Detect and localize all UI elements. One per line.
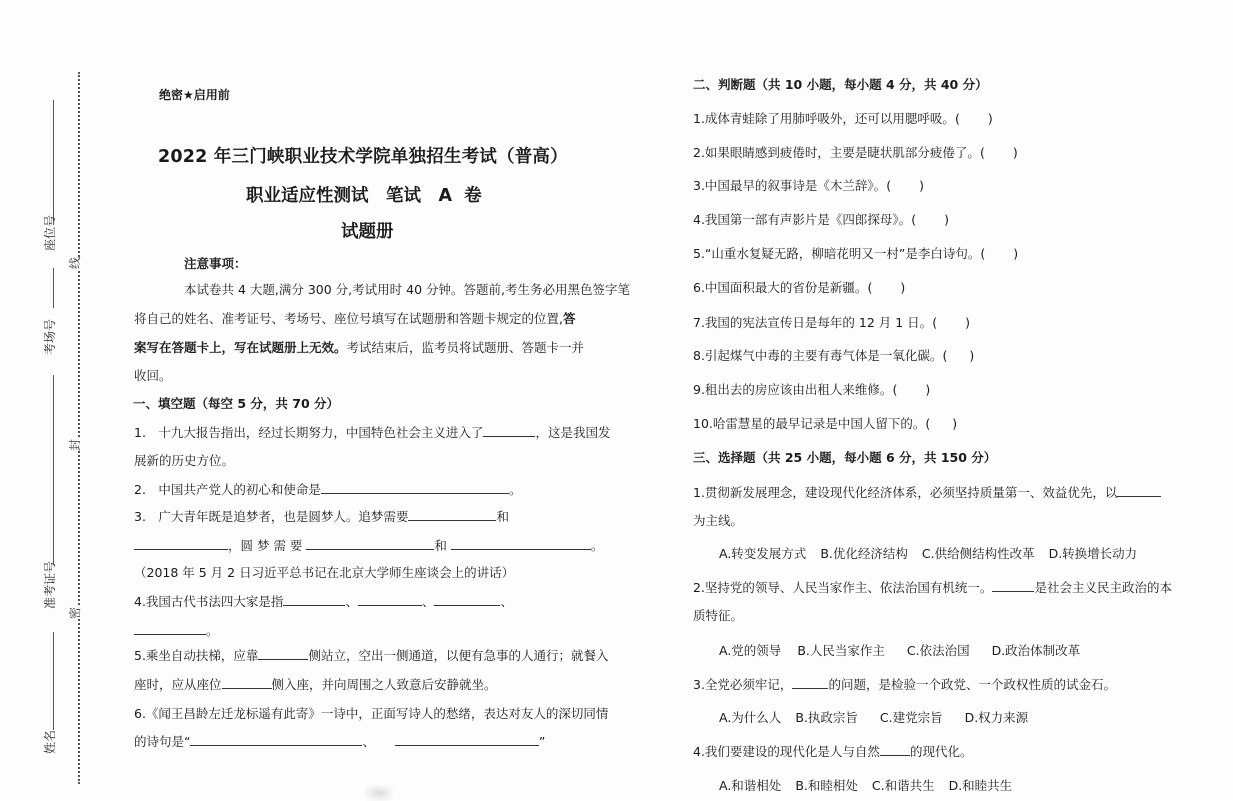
exam-room-line[interactable] [53,375,54,565]
notice-heading: 注意事项： [184,256,247,271]
fill-q1-text-b: ，这是我国发 [535,425,611,440]
fill-q4-sep-1: 、 [345,594,358,609]
fill-q2-blank[interactable] [321,482,509,494]
choice-q3-options [719,708,1042,726]
choice-q2-option-d[interactable]: D.政治体制改革 [991,643,1081,658]
choice-q2-option-b[interactable]: B.人民当家作主 [797,643,885,658]
fill-q3-blank-1[interactable] [408,509,496,521]
choice-q2-option-c[interactable]: C.依法治国 [906,643,970,658]
notice-line-4: 收回。 [134,368,172,383]
choice-q1-option-d[interactable]: D.转换增长动力 [1048,546,1138,561]
notice-line-1: 本试卷共 4 大题,满分 300 分,考试用时 40 分钟。答题前,考生务必用黑色签字笔 [184,282,630,297]
choice-q1-option-b[interactable]: B.优化经济结构 [820,546,908,561]
choice-q2-text-b: 是社会主义民主政治的本 [1034,580,1172,595]
choice-q4-option-d[interactable]: D.和睦共生 [948,778,1013,793]
fill-q4-blank-3[interactable] [434,594,500,606]
fill-question-3-source: （2018 年 5 月 2 日习近平总书记在北京大学师生座谈会上的讲话） [134,565,515,580]
choice-q4-blank[interactable] [880,744,910,756]
judge-q2-paren-open: ( [979,145,985,160]
fill-q2-end: 。 [508,482,522,497]
fill-question-3 [134,507,509,525]
choice-question-4 [693,742,972,760]
judge-q5-text: 5.“山重水复疑无路，柳暗花明又一村”是李白诗句。 [693,246,981,261]
judge-q7-text: 7.我国的宪法宣传日是每年的 12 月 1 日。 [693,315,933,330]
fill-q5-text-d: 侧入座，并向周围之人致意后安静就坐。 [271,677,497,692]
choice-q4-text: 4.我们要建设的现代化是人与自然 [693,744,880,759]
judge-q8-paren-open: ( [942,348,948,363]
choice-q2-text: 2.坚持党的领导、人民当家作主、依法治国有机统一。 [693,580,993,595]
fill-question-5 [134,646,608,664]
fill-question-1 [134,423,610,441]
name-label: 姓名 [43,729,58,755]
choice-q4-options [719,776,1026,794]
fill-question-5-cont [134,675,497,693]
section3-heading: 三、选择题（共 25 小题，每小题 6 分，共 150 分） [693,450,997,465]
fill-q3-blank-4[interactable] [451,538,591,550]
choice-q4-option-c[interactable]: C.和谐共生 [871,778,935,793]
judge-q4-paren-open: ( [911,212,917,227]
choice-q3-blank[interactable] [792,677,828,689]
choice-q2-options [719,641,1094,659]
judge-q10-paren-open: ( [925,416,931,431]
judge-q10-paren-close: ) [952,416,958,431]
judge-q8-paren-close: ) [969,348,975,363]
fill-q5-blank-1[interactable] [258,648,308,660]
notice-line-3-text: 考试结束后，监考员将试题册、答题卡一并 [346,340,585,355]
fill-q3-blank-3[interactable] [306,538,434,550]
fill-q2-text: 2. 中国共产党人的初心和使命是 [134,482,321,497]
judge-q9-paren-close: ) [925,382,931,397]
judge-q7-paren-close: ) [965,315,970,330]
fill-q4-blank-1[interactable] [283,594,345,606]
fill-q3-and: 和 [496,509,509,524]
choice-question-1-cont: 为主线。 [693,513,744,528]
fill-q5-blank-2[interactable] [222,677,272,689]
exam-subtitle: 职业适应性测试 笔试 A 卷 [246,186,482,206]
judge-question-4 [693,210,949,228]
judge-q5-paren-close: ) [1013,246,1019,261]
notice-line-3-bold: 案写在答题卡上，写在试题册上无效。 [134,340,347,355]
choice-q3-option-d[interactable]: D.权力来源 [964,710,1029,725]
choice-q4-option-a[interactable]: A.和谐相处 [719,778,782,793]
judge-question-5 [693,244,1018,262]
fill-q1-blank[interactable] [483,425,535,437]
choice-q3-text: 3.全党必须牢记， [693,677,793,692]
fill-q6-blank-2[interactable] [395,734,539,746]
section1-heading: 一、填空题（每空 5 分，共 70 分） [133,396,340,411]
fill-q3-text-c: ，圆 梦 需 要 [228,538,303,553]
judge-q2-paren-close: ) [1012,145,1018,160]
fill-q5-text-c: 座时，应从座位 [134,677,222,692]
seal-char-feng: 封 [68,438,83,452]
exam-title: 2022 年三门峡职业技术学院单独招生考试（普高） [158,147,568,167]
fill-q6-end: ” [538,734,546,749]
judge-q1-paren-close: ) [987,111,993,126]
fill-question-4 [134,592,513,610]
judge-question-1 [693,109,993,127]
notice-line-2 [134,304,576,333]
choice-q3-option-b[interactable]: B.执政宗旨 [795,710,858,725]
choice-q4-option-b[interactable]: B.和睦相处 [795,778,858,793]
choice-q3-text-b: 的问题，是检验一个政党、一个政权性质的试金石。 [828,677,1116,692]
fill-question-6: 6.《闻王昌龄左迁龙标遥有此寄》一诗中，正面写诗人的愁绪，表达对友人的深切同情 [134,706,609,721]
judge-q3-text: 3.中国最早的叙事诗是《木兰辞》。 [693,178,887,193]
choice-q4-text-b: 的现代化。 [909,744,973,759]
judge-q4-text: 4.我国第一部有声影片是《四郎探母》。 [693,212,912,227]
fill-q4-blank-4[interactable] [134,623,206,635]
judge-q1-paren-open: ( [954,111,960,126]
seat-number-label: 座位号 [43,214,58,252]
fill-q6-sep: 、 [362,734,375,749]
choice-q1-option-c[interactable]: C.供给侧结构性改革 [921,546,1035,561]
judge-question-3 [693,176,924,194]
fill-q3-end: 。 [590,538,604,553]
fill-q4-sep-3: 、 [500,594,513,609]
judge-q5-paren-open: ( [980,246,986,261]
fill-q3-blank-2[interactable] [134,538,228,550]
seal-dotted-line [78,72,80,784]
judge-question-9 [693,380,930,398]
judge-q2-text: 2.如果眼睛感到疲倦时，主要是睫状肌部分疲倦了。 [693,145,980,160]
fill-q5-text: 5.乘坐自动扶梯，应靠 [134,648,259,663]
paper-smudge [365,785,393,801]
exam-room-label: 考场号 [43,318,58,356]
choice-q2-blank[interactable] [992,580,1034,592]
fill-q1-text: 1. 十九大报告指出，经过长期努力，中国特色社会主义进入了 [134,425,484,440]
choice-question-3 [693,675,1116,693]
judge-question-8 [693,346,974,364]
choice-q1-text: 1.贯彻新发展理念，建设现代化经济体系，必须坚持质量第一、效益优先，以 [693,485,1118,500]
judge-q6-paren-close: ) [900,280,906,295]
choice-q3-option-a[interactable]: A.为什么人 [719,710,782,725]
judge-q10-text: 10.哈雷慧星的最早记录是中国人留下的。 [693,416,926,431]
judge-q4-paren-close: ) [944,212,949,227]
judge-question-2 [693,143,1018,161]
judge-q6-text: 6.中国面积最大的省份是新疆。 [693,280,868,295]
fill-q4-end: 。 [206,623,219,638]
fill-question-3-cont [134,536,603,554]
choice-q1-option-a[interactable]: A.转变发展方式 [719,546,807,561]
seat-number-line[interactable] [53,100,54,225]
admission-number-line[interactable] [53,632,54,730]
fill-q4-sep-2: 、 [421,594,435,609]
fill-q4-text: 4.我国古代书法四大家是指 [134,594,284,609]
judge-q1-text: 1.成体青蛙除了用肺呼吸外，还可以用腮呼吸。 [693,111,955,126]
fill-q3-text: 3. 广大青年既是追梦者，也是圆梦人。追梦需要 [134,509,409,524]
fill-q5-text-b: 侧站立，空出一侧通道，以便有急事的人通行；就餐入 [308,648,609,663]
fill-question-4-cont [134,621,219,639]
judge-q3-paren-open: ( [886,178,892,193]
notice-line-3 [134,333,584,362]
choice-question-2 [693,578,1172,596]
choice-question-2-cont: 质特征。 [693,608,744,623]
fill-q6-blank-1[interactable] [190,734,362,746]
choice-q1-options [719,544,1151,562]
notice-line-2-text: 将自己的姓名、准考证号、考场号、座位号填写在试题册和答题卡规定的位置, [134,311,563,326]
fill-question-6-cont [134,732,545,750]
section2-heading: 二、判断题（共 10 小题，每小题 4 分，共 40 分） [693,77,988,92]
judge-q9-paren-open: ( [892,382,898,397]
choice-q2-option-a[interactable]: A.党的领导 [719,643,782,658]
fill-q3-and-2: 和 [434,538,447,553]
exam-booklet-title: 试题册 [341,222,394,242]
judge-q6-paren-open: ( [867,280,873,295]
judge-question-7 [693,313,970,331]
judge-q8-text: 8.引起煤气中毒的主要有毒气体是一氧化碳。 [693,348,943,363]
judge-q3-paren-close: ) [919,178,924,193]
choice-q1-blank[interactable] [1117,485,1161,497]
choice-question-1 [693,483,1161,501]
confidential-label: 绝密★启用前 [159,88,230,102]
fill-q6-text: 的诗句是“ [134,734,191,749]
judge-question-6 [693,278,905,296]
seat-number-line-lower[interactable] [53,268,54,308]
judge-q9-text: 9.租出去的房应该由出租人来维修。 [693,382,893,397]
judge-q7-paren-open: ( [932,315,938,330]
judge-question-10 [693,414,957,432]
fill-question-2 [134,480,521,498]
choice-q3-option-c[interactable]: C.建党宗旨 [879,710,943,725]
admission-number-label: 准考证号 [43,560,58,610]
seal-char-xian: 线 [68,256,83,270]
fill-question-1-cont: 展新的历史方位。 [134,453,235,468]
seal-char-mi: 密 [68,606,83,620]
fill-q4-blank-2[interactable] [358,594,422,606]
notice-line-2-bold: 答 [562,311,576,326]
